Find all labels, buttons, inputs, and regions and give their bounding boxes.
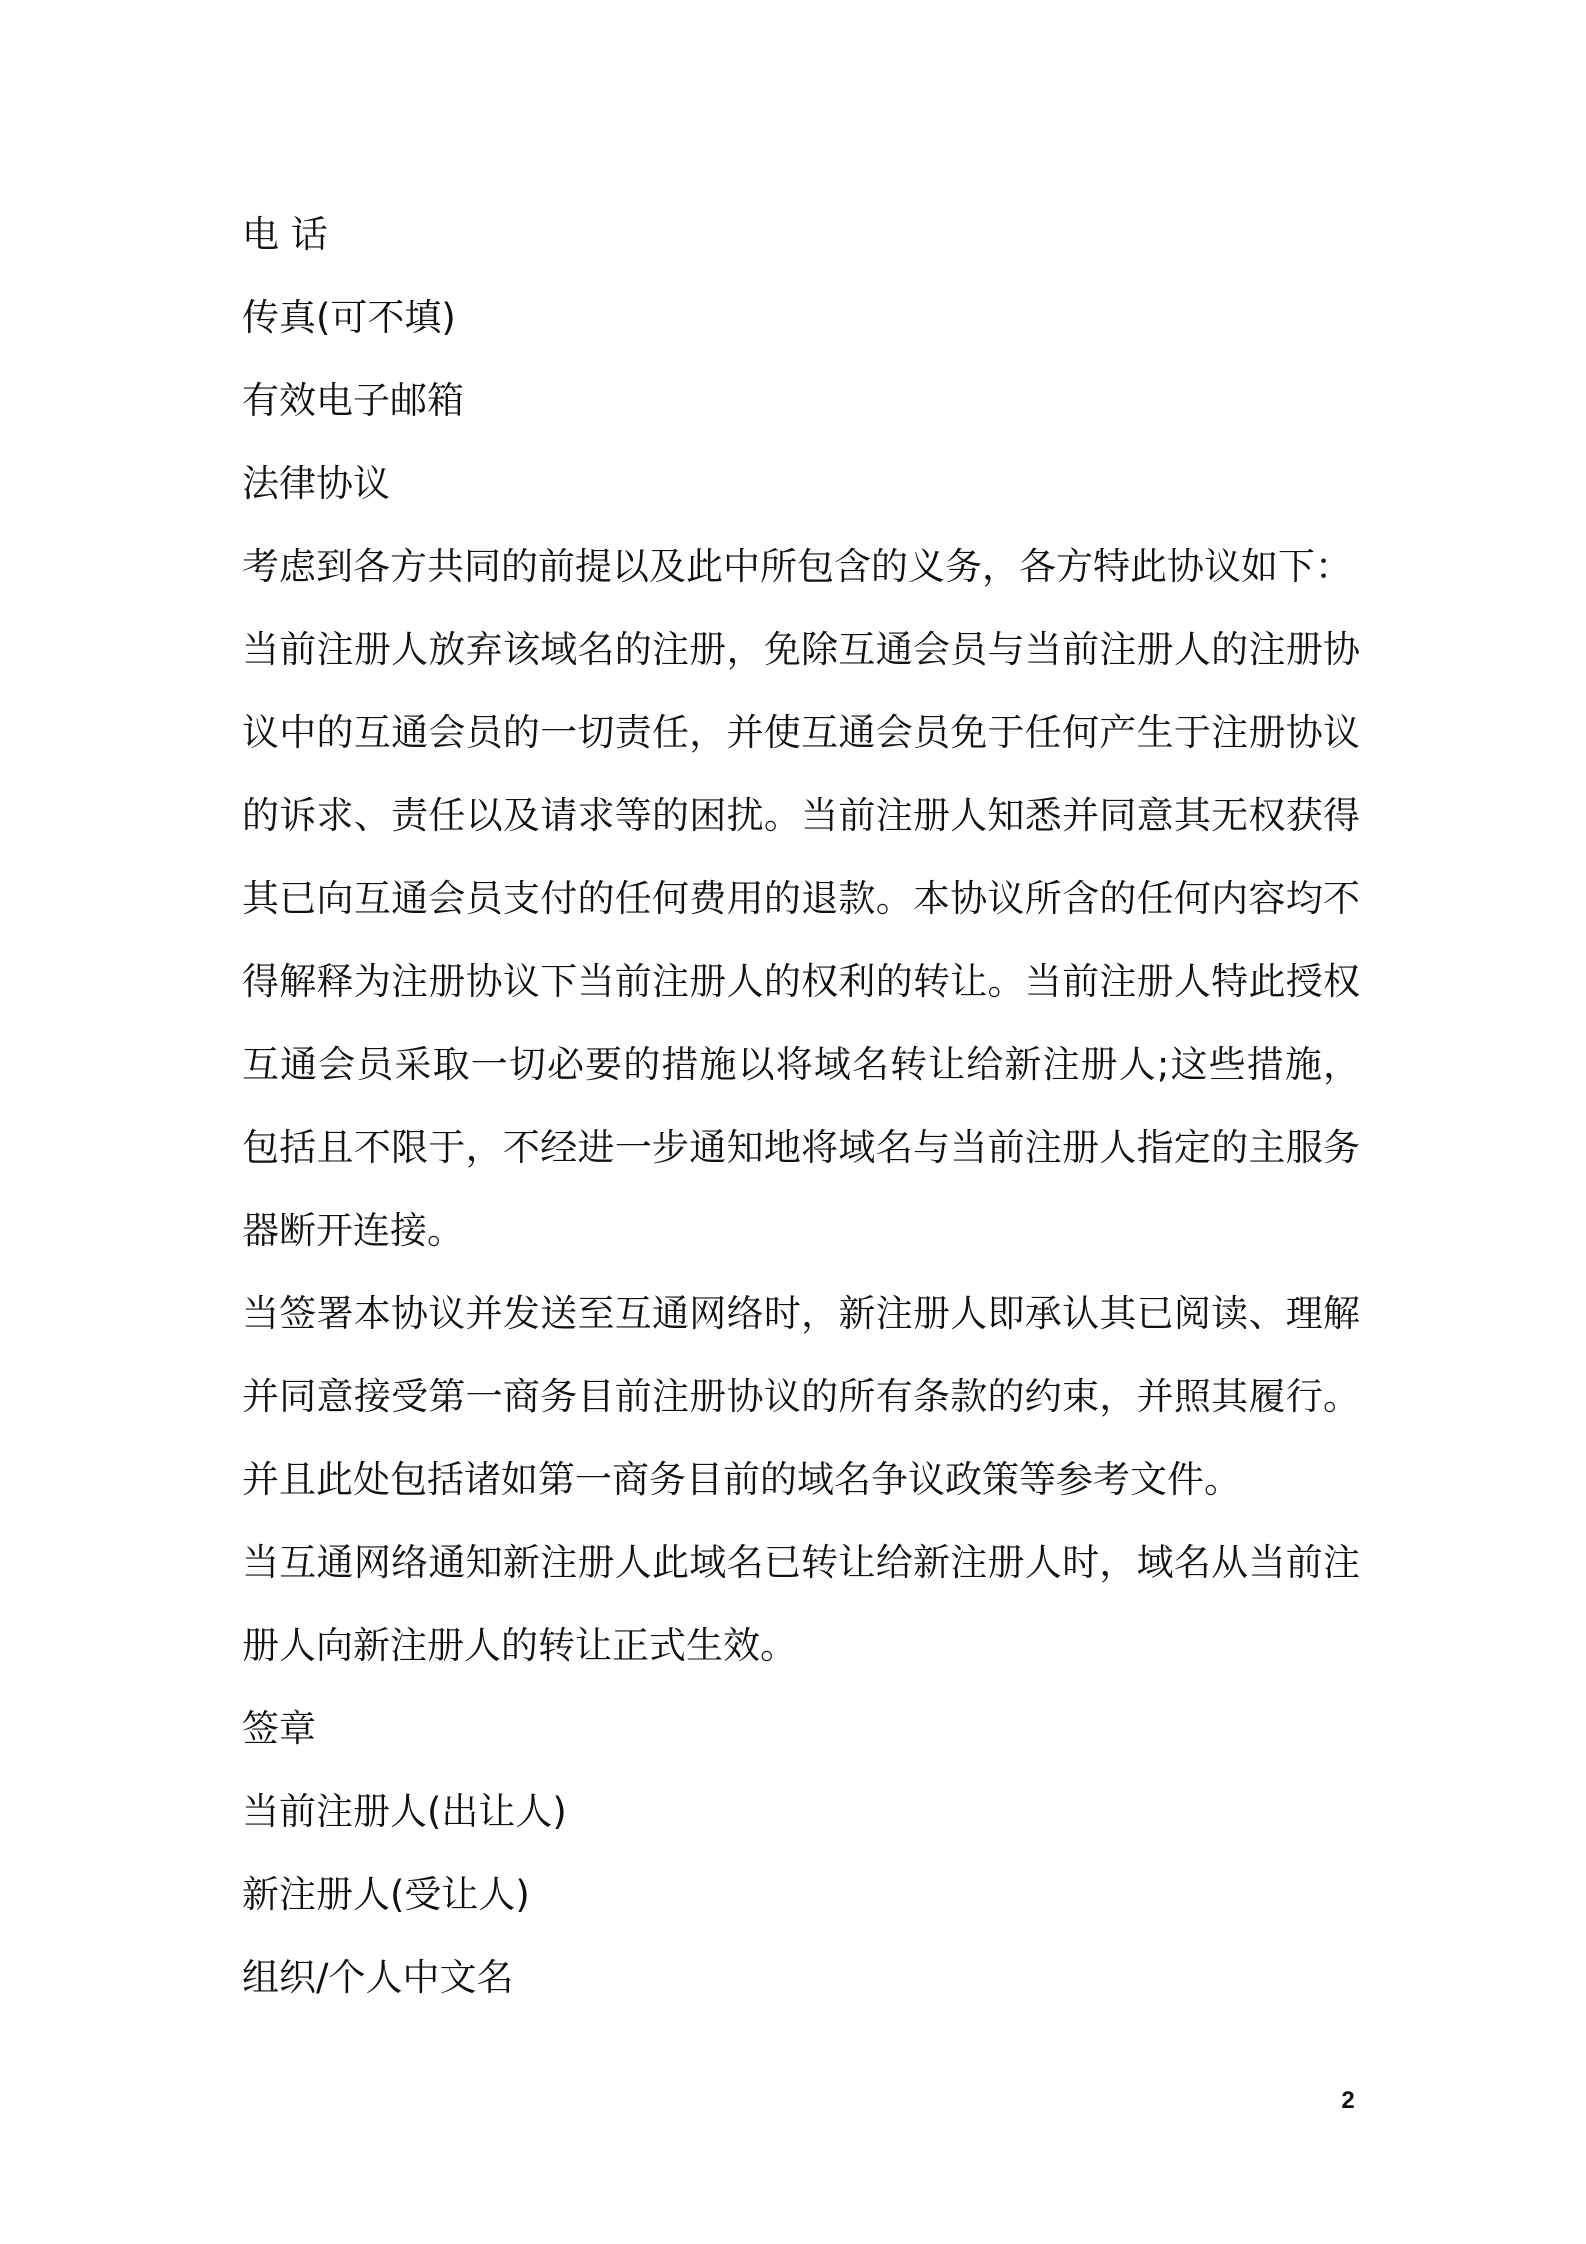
heading-legal-agreement: 法律协议 <box>242 462 390 505</box>
label-fax: 传真(可不填) <box>242 296 456 339</box>
heading-signature: 签章 <box>242 1707 316 1750</box>
label-org-name-cn: 组织/个人中文名 <box>242 1956 514 1999</box>
label-email: 有效电子邮箱 <box>242 379 464 422</box>
agreement-clause-3: 当互通网络通知新注册人此域名已转让给新注册人时，域名从当前注册人向新注册人的转让正式生效。 <box>242 1541 1360 1667</box>
document-body <box>242 193 1360 2019</box>
page-number: 2 <box>1341 2087 1355 2114</box>
label-new-registrant: 新注册人(受让人) <box>242 1873 530 1916</box>
label-phone: 电 话 <box>242 213 328 256</box>
label-current-registrant: 当前注册人(出让人) <box>242 1790 567 1833</box>
agreement-clause-2: 当签署本协议并发送至互通网络时，新注册人即承认其已阅读、理解并同意接受第一商务目前注册协议的所有条款的约束，并照其履行。并且此处包括诸如第一商务目前的域名争议政策等参考文件。 <box>242 1292 1360 1501</box>
agreement-intro: 考虑到各方共同的前提以及此中所包含的义务，各方特此协议如下： <box>242 545 1352 588</box>
agreement-clause-1: 当前注册人放弃该域名的注册，免除互通会员与当前注册人的注册协议中的互通会员的一切责任，并使互通会员免于任何产生于注册协议的诉求、责任以及请求等的困扰。当前注册人知悉并同意其无权获得其已向互通会员支付的任何费用的退款。本协议所含的任何内容均不得解释为注册协议下当前注册人的权利的转让。当前注册人特此授权互通会员采取一切必要的措施以将域名转让给新注册人;这些措施，包括且不限于，不经进一步通知地将域名与当前注册人指定的主服务器断开连接。 <box>242 628 1360 1252</box>
